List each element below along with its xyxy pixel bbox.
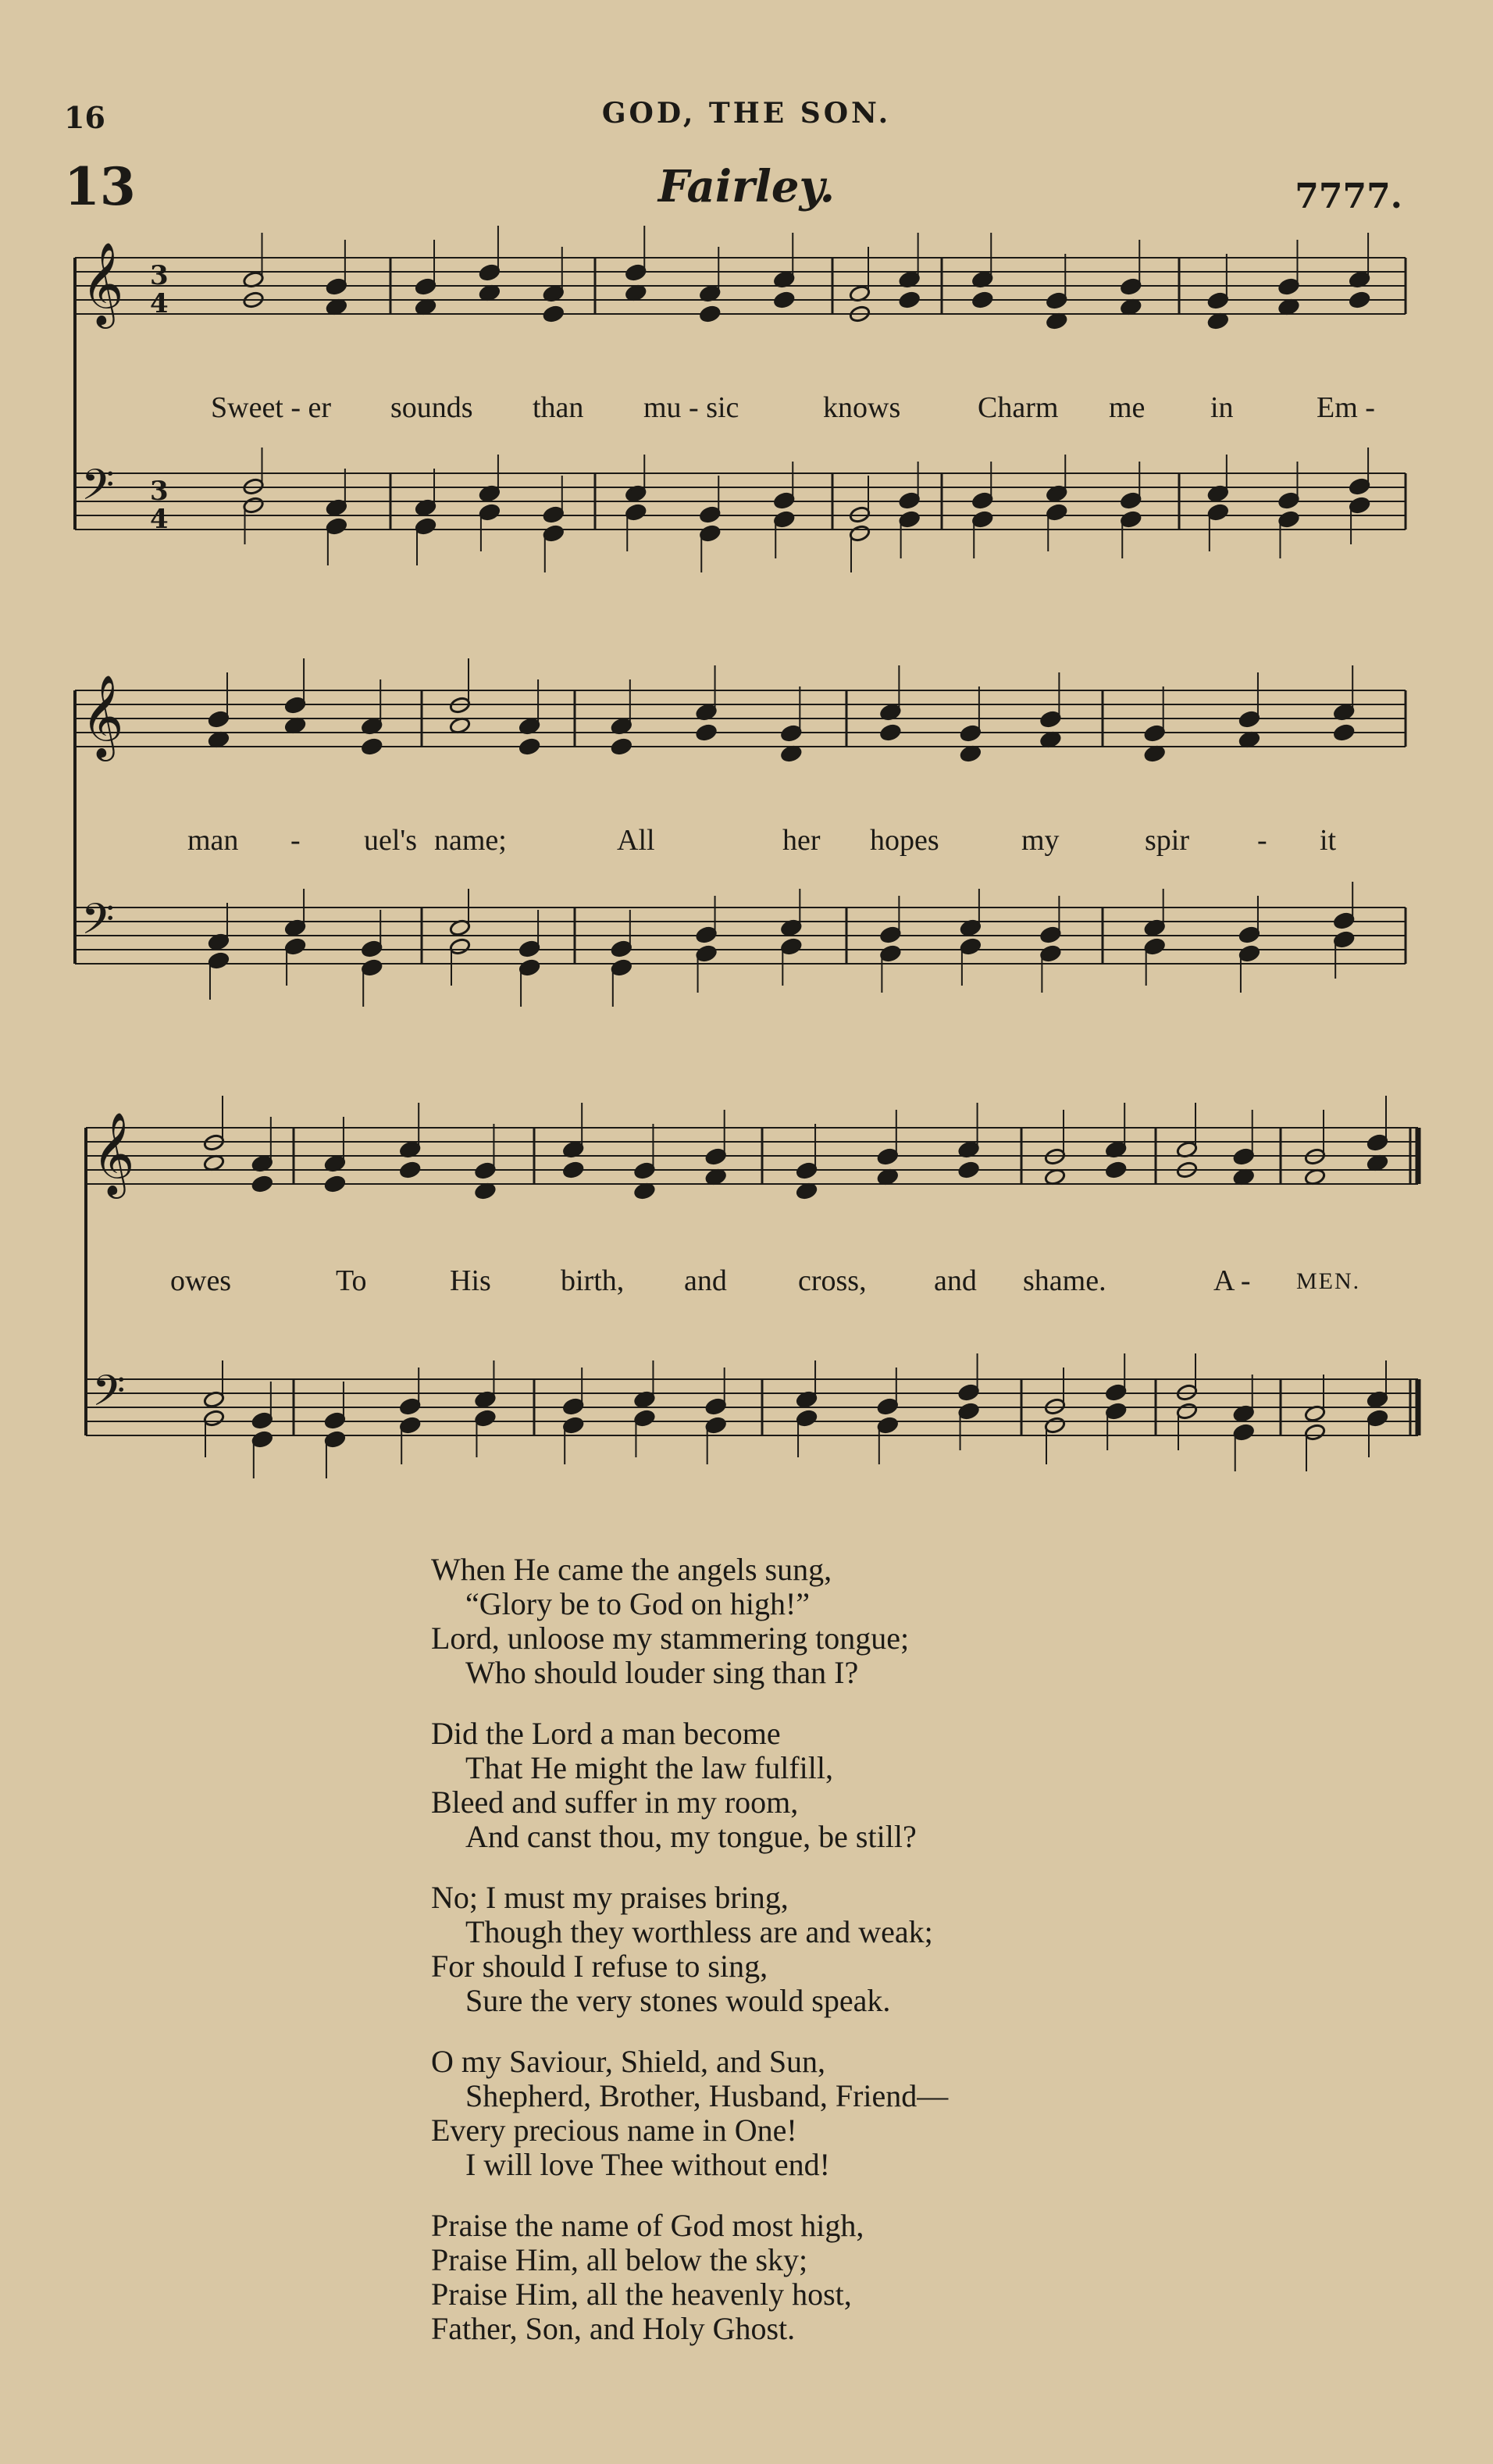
- note-head: [543, 305, 565, 323]
- note-head: [611, 958, 632, 976]
- note-head: [1120, 491, 1142, 509]
- lyric: cross,: [798, 1264, 867, 1297]
- note-head: [474, 1161, 496, 1179]
- note-head: [361, 958, 383, 976]
- note-head: [705, 1416, 727, 1434]
- note-head: [1277, 510, 1299, 528]
- note-head: [960, 724, 982, 742]
- lyric: knows: [823, 391, 901, 424]
- note-head: [324, 1175, 346, 1193]
- note-head: [696, 723, 718, 741]
- verse-line: Shepherd, Brother, Husband, Friend—: [465, 2078, 949, 2113]
- stanza: [431, 2209, 948, 2346]
- verse-line: No; I must my praises bring,: [431, 1880, 789, 1915]
- note-head: [208, 951, 230, 969]
- note-head: [1349, 496, 1370, 514]
- meter: 7777.: [1295, 177, 1402, 216]
- note-head: [1277, 491, 1299, 509]
- note-head: [899, 491, 921, 509]
- note-head: [625, 263, 647, 281]
- note-head: [696, 944, 718, 962]
- note-head: [251, 1411, 273, 1429]
- lyric: mu - sic: [643, 391, 739, 424]
- note-head: [284, 696, 306, 714]
- note-head: [958, 1383, 980, 1401]
- note-head: [1238, 925, 1260, 943]
- lyric: owes: [170, 1264, 232, 1297]
- lyric: and: [934, 1264, 977, 1297]
- note-head: [625, 503, 647, 521]
- note-head: [1044, 1416, 1066, 1434]
- note-head: [324, 1430, 346, 1448]
- note-head: [1349, 291, 1370, 308]
- note-head: [1105, 1402, 1127, 1420]
- note-head: [1333, 911, 1355, 929]
- note-head: [879, 944, 901, 962]
- note-head: [1046, 291, 1067, 309]
- note-head: [877, 1397, 899, 1415]
- note-head: [1333, 930, 1355, 948]
- note-head: [479, 503, 501, 521]
- lyric: uel's: [364, 824, 418, 857]
- note-head: [796, 1161, 818, 1179]
- note-head: [242, 496, 264, 514]
- note-head: [415, 517, 436, 535]
- bass-clef-icon: 𝄢: [81, 460, 115, 520]
- note-head: [971, 491, 993, 509]
- hymn-verses: [431, 1553, 948, 2373]
- note-head: [960, 937, 982, 955]
- note-head: [699, 505, 721, 523]
- note-head: [705, 1397, 727, 1415]
- verse-line: And canst thou, my tongue, be still?: [465, 1819, 917, 1854]
- stanza: [431, 1717, 948, 1854]
- hymn-number: 13: [64, 156, 136, 217]
- verse-line: O my Saviour, Shield, and Sun,: [431, 2044, 826, 2079]
- note-head: [1333, 723, 1355, 741]
- note-head: [958, 1161, 980, 1179]
- lyric: spir: [1145, 824, 1189, 857]
- verse-line: Praise Him, all the heavenly host,: [431, 2277, 852, 2312]
- note-head: [633, 1161, 655, 1179]
- note-head: [696, 925, 718, 943]
- lyric: and: [684, 1264, 727, 1297]
- note-head: [479, 263, 501, 281]
- stanza: [431, 1553, 948, 1690]
- note-head: [899, 510, 921, 528]
- treble-clef-icon: 𝄞: [92, 1111, 135, 1195]
- note-head: [780, 724, 802, 742]
- note-head: [773, 491, 795, 509]
- note-head: [1105, 1383, 1127, 1401]
- time-signature-bottom: 4: [150, 288, 169, 319]
- lyric: His: [450, 1264, 491, 1297]
- note-head: [1046, 503, 1067, 521]
- note-head: [699, 305, 721, 323]
- note-head: [1039, 925, 1061, 943]
- lyric: Charm: [978, 391, 1059, 424]
- note-head: [958, 1402, 980, 1420]
- note-head: [543, 524, 565, 542]
- note-head: [773, 510, 795, 528]
- note-head: [899, 291, 921, 308]
- verse-line: I will love Thee without end!: [465, 2147, 830, 2182]
- treble-clef-icon: 𝄞: [81, 241, 124, 325]
- treble-clef-icon: 𝄞: [81, 674, 124, 758]
- note-head: [877, 1147, 899, 1165]
- note-head: [474, 1409, 496, 1427]
- lyric: Em -: [1317, 391, 1375, 424]
- note-head: [1176, 1402, 1198, 1420]
- bass-clef-icon: 𝄢: [81, 894, 115, 954]
- note-head: [284, 937, 306, 955]
- note-head: [879, 925, 901, 943]
- lyric: name;: [434, 824, 507, 857]
- lyric: my: [1021, 824, 1060, 857]
- note-head: [1277, 277, 1299, 295]
- verse-line: When He came the angels sung,: [431, 1552, 832, 1587]
- lyric: All: [617, 824, 655, 857]
- lyric: -: [1257, 824, 1267, 857]
- note-head: [1207, 503, 1229, 521]
- note-head: [449, 937, 471, 955]
- note-head: [773, 291, 795, 308]
- note-head: [971, 291, 993, 308]
- note-head: [1105, 1161, 1127, 1179]
- lyric: me: [1109, 391, 1146, 424]
- note-head: [251, 1175, 273, 1193]
- note-head: [326, 517, 347, 535]
- verse-line: Though they worthless are and weak;: [465, 1914, 933, 1949]
- verse-line: “Glory be to God on high!”: [465, 1586, 811, 1621]
- note-head: [326, 277, 347, 295]
- note-head: [1238, 944, 1260, 962]
- note-head: [1207, 291, 1229, 309]
- lyric: hopes: [870, 824, 939, 857]
- note-head: [518, 737, 540, 755]
- verse-line: Sure the very stones would speak.: [465, 1983, 891, 2018]
- running-title: GOD, THE SON.: [601, 97, 892, 130]
- lyric: in: [1210, 391, 1234, 424]
- note-head: [1120, 277, 1142, 295]
- note-head: [562, 1161, 584, 1179]
- note-head: [399, 1161, 421, 1179]
- note-head: [399, 1397, 421, 1415]
- page-number: 16: [64, 100, 105, 135]
- verse-line: Father, Son, and Holy Ghost.: [431, 2311, 796, 2346]
- note-head: [1367, 1133, 1388, 1151]
- verse-line: That He might the law fulfill,: [465, 1750, 833, 1785]
- note-head: [633, 1409, 655, 1427]
- lyric: birth,: [561, 1264, 625, 1297]
- note-head: [1349, 477, 1370, 495]
- verse-line: For should I refuse to sing,: [431, 1949, 768, 1984]
- lyric: her: [782, 824, 821, 857]
- note-head: [1039, 944, 1061, 962]
- note-head: [1144, 937, 1166, 955]
- verse-line: Lord, unloose my stammering tongue;: [431, 1621, 910, 1656]
- note-head: [611, 737, 632, 755]
- verse-line: Praise the name of God most high,: [431, 2208, 864, 2243]
- note-head: [203, 1409, 225, 1427]
- lyric: To: [336, 1264, 367, 1297]
- tune-name: Fairley.: [657, 161, 836, 212]
- note-head: [611, 940, 632, 957]
- note-head: [1120, 510, 1142, 528]
- lyric: Sweet - er: [211, 391, 332, 424]
- lyric: than: [533, 391, 584, 424]
- note-head: [543, 505, 565, 523]
- note-head: [877, 1416, 899, 1434]
- verse-line: Who should louder sing than I?: [465, 1655, 859, 1690]
- note-head: [361, 737, 383, 755]
- lyric: man: [187, 824, 239, 857]
- time-signature-top: 3: [150, 476, 169, 507]
- verse-line: Did the Lord a man become: [431, 1716, 781, 1751]
- note-head: [780, 937, 802, 955]
- lyric: A -: [1213, 1264, 1251, 1297]
- note-head: [1304, 1423, 1326, 1441]
- note-head: [1233, 1147, 1255, 1165]
- note-head: [1039, 710, 1061, 728]
- verse-line: Praise Him, all below the sky;: [431, 2242, 808, 2277]
- lyric: -: [290, 824, 301, 857]
- note-head: [1238, 710, 1260, 728]
- bass-clef-icon: 𝄢: [92, 1366, 126, 1426]
- note-head: [415, 277, 436, 295]
- verse-line: Every precious name in One!: [431, 2113, 797, 2148]
- note-head: [518, 940, 540, 957]
- note-head: [796, 1409, 818, 1427]
- note-head: [879, 723, 901, 741]
- note-head: [518, 958, 540, 976]
- note-head: [361, 940, 383, 957]
- note-head: [251, 1430, 273, 1448]
- time-signature-bottom: 4: [150, 504, 169, 535]
- note-head: [399, 1416, 421, 1434]
- note-head: [705, 1147, 727, 1165]
- lyric: MEN.: [1296, 1268, 1361, 1294]
- note-head: [971, 510, 993, 528]
- stanza: [431, 1881, 948, 2018]
- verse-line: Bleed and suffer in my room,: [431, 1785, 799, 1820]
- note-head: [699, 524, 721, 542]
- note-head: [1367, 1409, 1388, 1427]
- note-head: [849, 524, 871, 542]
- note-head: [208, 710, 230, 728]
- stanza: [431, 2045, 948, 2182]
- note-head: [562, 1397, 584, 1415]
- note-head: [324, 1411, 346, 1429]
- lyric: it: [1320, 824, 1337, 857]
- lyric: shame.: [1023, 1264, 1106, 1297]
- time-signature-top: 3: [150, 260, 169, 291]
- lyric: sounds: [390, 391, 473, 424]
- note-head: [1144, 724, 1166, 742]
- note-head: [1233, 1423, 1255, 1441]
- note-head: [562, 1416, 584, 1434]
